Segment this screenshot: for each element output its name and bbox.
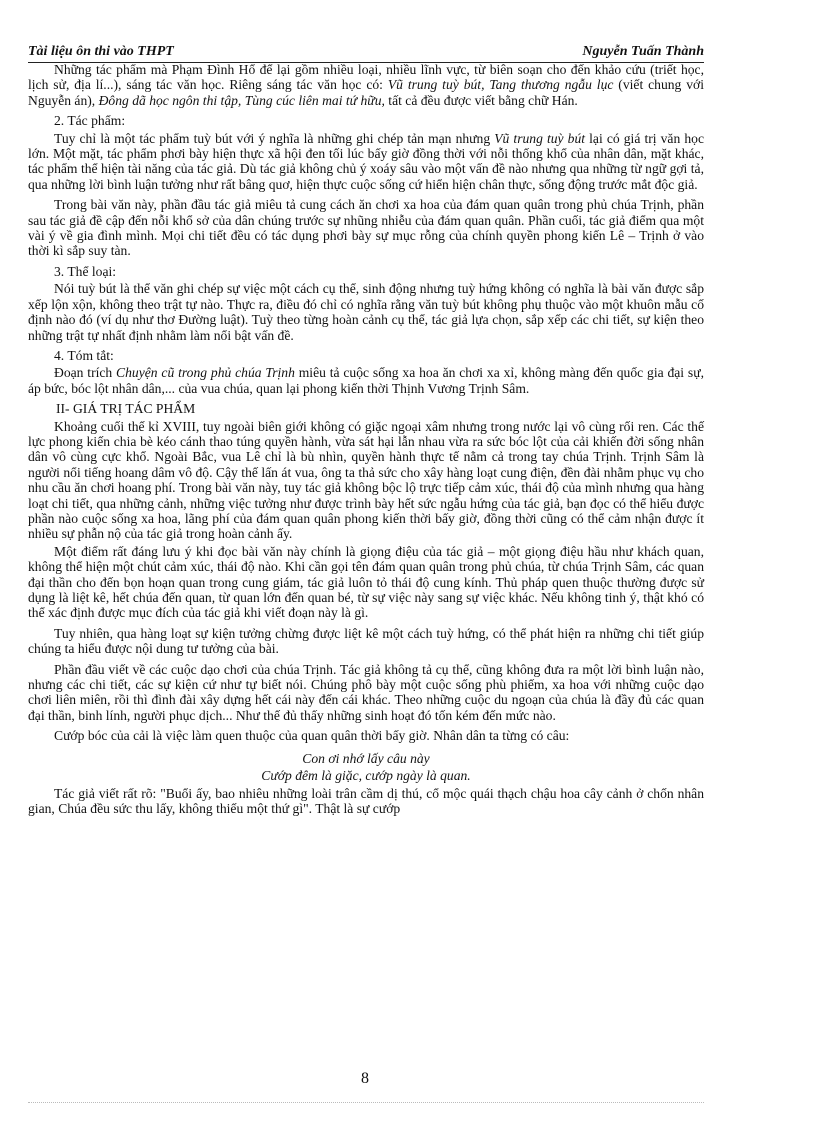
page-header — [28, 44, 704, 63]
paragraph: Tác giả viết rất rõ: "Buổi ấy, bao nhiêu những loài trân cầm dị thú, cổ mộc quái thạch chậu hoa cây cảnh ở chốn nhân gian, Chúa đều sức thu lấy, không thiếu một thứ gì". Thật là sự cướp — [28, 785, 704, 817]
section-heading-tom-tat: 4. Tóm tắt: — [54, 347, 114, 363]
paragraph: Cướp bóc của cải là việc làm quen thuộc của quan quân thời bấy giờ. Nhân dân ta từng có câu: — [54, 728, 570, 744]
paragraph: Tuy chỉ là một tác phẩm tuỳ bút với ý nghĩa là những ghi chép tản mạn nhưng Vũ trung tuỳ bút lại có giá trị văn học lớn. Một mặt, tác phẩm phơi bày hiện thực xã hội đen tối lúc bấy giờ đồng thời với nỗi thống khổ của nhân dân, mặt khác, tác phẩm thể hiện tài năng của tác giả. Dù tác giả không chủ ý xoáy sâu vào một vấn đề nào nhưng qua những từ ngữ gợi tả, qua những lời bình luận tưởng như rất bâng quơ, hiện thực cuộc sống cứ hiển hiện chân thực, sống động trước mắt độc giả. — [28, 130, 704, 192]
footer-divider — [28, 1102, 704, 1103]
page-content — [28, 62, 704, 821]
paragraph: Phần đầu viết về các cuộc dạo chơi của chúa Trịnh. Tác giả không tả cụ thể, cũng không đưa ra một lời bình luận nào, nhưng các chi tiết, các sự kiện cứ như tự biết nói. Chúng phô bày một cuộc sống phù phiếm, xa hoa với những cuộc dạo chơi liên miên, rồi thì đình đài xây dựng hết cái này đến cái khác. Theo những cuộc du ngoạn của chúa là đầy đủ các quan đại thần, binh lính, người phục dịch... Như thế đủ thấy những sinh hoạt đó tốn kém đến mức nào. — [28, 661, 704, 723]
section-heading-the-loai: 3. Thể loại: — [54, 263, 117, 279]
page-number: 8 — [361, 1070, 369, 1087]
paragraph: Trong bài văn này, phần đầu tác giả miêu tả cung cách ăn chơi xa hoa của đám quan quân trong phủ chúa Trịnh, phần sau tác giả đề cập đến nỗi khổ sở của dân chúng trước sự nhũng nhiễu của đám quan quân. Phần cuối, tác giả điểm qua một vài ý về gia đình mình. Mọi chi tiết đều có tác dụng phơi bày sự mục rỗng của chính quyền phong kiến Lê – Trịnh ở vào thời kì sắp suy tàn. — [28, 197, 704, 259]
paragraph: Tuy nhiên, qua hàng loạt sự kiện tưởng chừng được liệt kê một cách tuỳ hứng, có thể phát hiện ra những chi tiết giúp chúng ta hiểu được nội dung tư tưởng của bài. — [28, 625, 704, 657]
work-title: Vũ trung tuỳ bút, Tang thương ngẫu lục — [387, 77, 614, 93]
intro-paragraph: Những tác phẩm mà Phạm Đình Hổ để lại gồm nhiều loại, nhiều lĩnh vực, từ biên soạn cho đến khảo cứu (triết học, lịch sử, địa lí...), sáng tác văn học. Riêng sáng tác văn học có: Vũ trung tuỳ bút, Tang thương ngẫu lục (viết chung với Nguyễn án), Đông dã học ngôn thi tập, Tùng cúc liên mai tứ hữu, tất cả đều được viết bằng chữ Hán. — [28, 62, 704, 108]
header-doc-title: Tài liệu ôn thi vào THPT — [28, 44, 174, 59]
paragraph: Một điểm rất đáng lưu ý khi đọc bài văn này chính là giọng điệu của tác giả – một giọng điệu hầu như khách quan, không thể hiện một chút cảm xúc, thái độ nào. Khi cần gọi tên đám quan quân trong phủ chúa, từ chúa Trịnh Sâm, các quan đại thần cho đến bọn hoạn quan trong cung giám, tác giả luôn tỏ thái độ cung kính. Thủ pháp quen thuộc thường được sử dụng là liệt kê, hết chúa đến quan, từ quan lớn đến quan bé, từ sự việc này sang sự việc khác. Nếu không tinh ý, thật khó có thể xác định được mục đích của tác giả khi viết đoạn này là gì. — [28, 543, 704, 621]
work-title: Chuyện cũ trong phủ chúa Trịnh — [116, 365, 295, 381]
paragraph: Khoảng cuối thế kỉ XVIII, tuy ngoài biên giới không có giặc ngoại xâm nhưng trong nước lại vô cùng rối ren. Các thế lực phong kiến chia bè kéo cánh thao túng quyền hành, vừa sát hại lẫn nhau vừa ra sức bóc lột của cải khiến đời sống nhân dân vô cùng cực khổ. Ngoài Bắc, vua Lê chỉ là bù nhìn, quyền hành thực tế nằm cả trong tay chúa Trịnh. Trịnh Sâm là người nổi tiếng hoang dâm vô độ. Cậy thế lấn át vua, ông ta thả sức cho xây hàng loạt cung điện, đền đài nhằm phục vụ cho nhu cầu ăn chơi hoang phí. Trong bài văn này, tuy tác giả không bộc lộ trực tiếp cảm xúc, thái độ của mình nhưng qua hàng loạt chi tiết, qua những cảnh, những việc tưởng như được trình bày hết sức ngẫu hứng của tác giả, bạn đọc có thể hiểu được phần nào cuộc sống xa hoa, lãng phí của đám quan quân phong kiến thời bấy giờ, đồng thời cũng có thể cảm nhận được ít nhiều sự phẫn nộ của tác giả trong hoàn cảnh ấy. — [28, 418, 704, 542]
work-title: Đông dã học ngôn thi tập, Tùng cúc liên mai tứ hữu, — [98, 92, 385, 108]
section-heading-tac-pham: 2. Tác phẩm: — [54, 113, 126, 129]
paragraph: Đoạn trích Chuyện cũ trong phủ chúa Trịnh miêu tả cuộc sống xa hoa ăn chơi xa xỉ, không màng đến quốc gia đại sự, áp bức, bóc lột nhân dân,... của vua chúa, quan lại phong kiến thời Thịnh Vương Trịnh Sâm. — [28, 365, 704, 396]
verse-line: Con ơi nhớ lấy câu này — [302, 750, 430, 766]
section-heading-gia-tri: II- GIÁ TRỊ TÁC PHẨM — [56, 401, 196, 417]
work-title: Vũ trung tuỳ bút — [494, 130, 586, 146]
folk-verse — [28, 750, 704, 784]
verse-line: Cướp đêm là giặc, cướp ngày là quan. — [261, 767, 471, 783]
header-author: Nguyễn Tuấn Thành — [582, 44, 704, 59]
paragraph: Nói tuỳ bút là thể văn ghi chép sự việc một cách cụ thể, sinh động nhưng tuỳ hứng không có nghĩa là bài văn được sắp xếp lộn xộn, không theo trật tự nào. Thực ra, điều đó chỉ có nghĩa rằng văn tuỳ bút không phụ thuộc vào một khuôn mẫu cố định nào đó (ví dụ như thơ Đường luật). Tuỳ theo từng hoàn cảnh cụ thể, tác giả lựa chọn, sắp xếp các chi tiết, sự kiện theo những trật tự nhất định nhằm làm nổi bật vấn đề. — [28, 281, 704, 343]
